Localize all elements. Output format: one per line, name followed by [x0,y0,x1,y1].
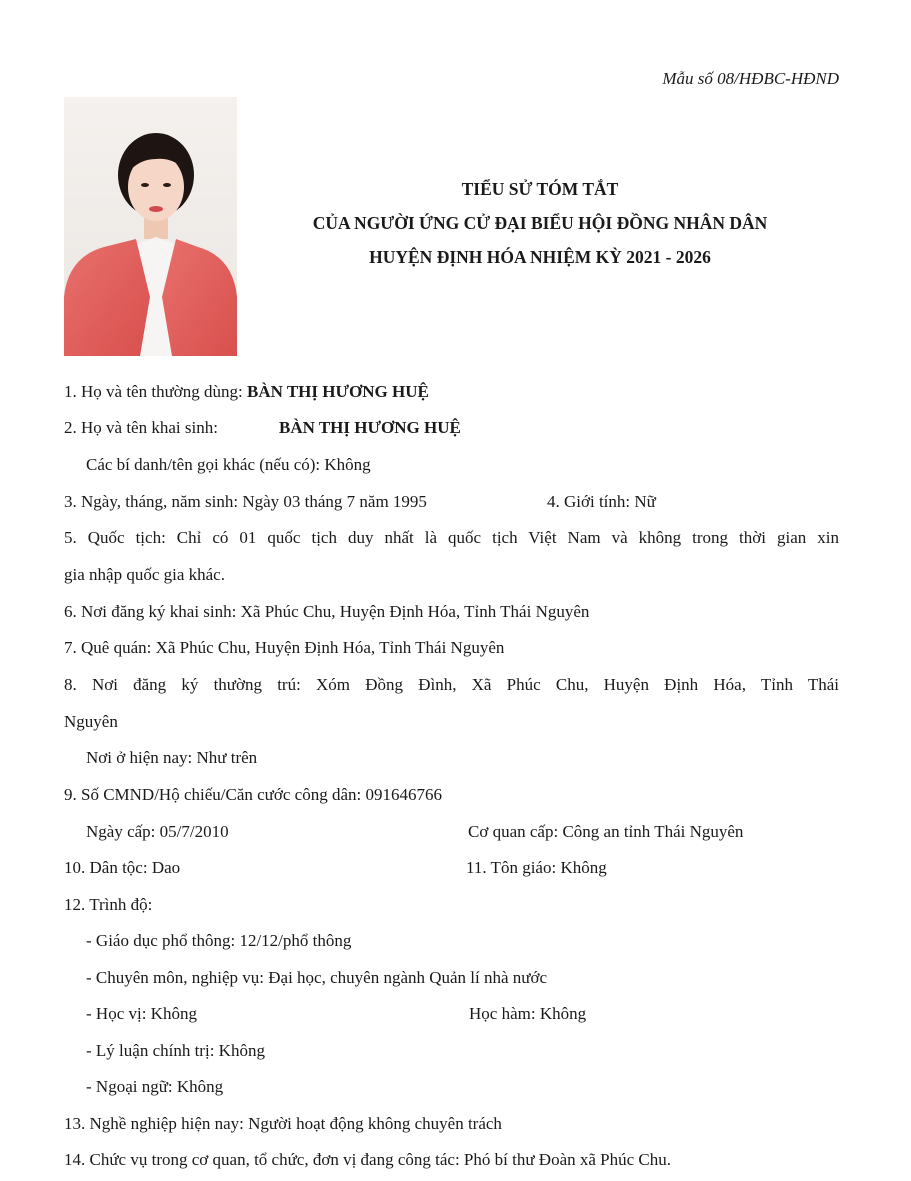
field-education-heading: 12. Trình độ: [64,895,153,914]
field-religion: 11. Tôn giáo: Không [466,858,607,877]
field-issue-date: Ngày cấp: 05/7/2010 [86,822,229,841]
form-code: Mẫu số 08/HĐBC-HĐND [662,69,839,88]
field-foreign-language: - Ngoại ngữ: Không [86,1077,224,1096]
field-political-theory: - Lý luận chính trị: Không [86,1041,265,1060]
field-occupation: 13. Nghề nghiệp hiện nay: Người hoạt động không chuyên trách [64,1114,502,1133]
field-degree: - Học vị: Không [86,1004,197,1023]
field-permanent-residence-line-2: Nguyên [64,712,118,731]
field-id-number: 9. Số CMND/Hộ chiếu/Căn cước công dân: 091646766 [64,785,442,804]
field-professional-education: - Chuyên môn, nghiệp vụ: Đại học, chuyên ngành Quản lí nhà nước [86,968,548,987]
field-birth-registration: 6. Nơi đăng ký khai sinh: Xã Phúc Chu, Huyện Định Hóa, Tỉnh Thái Nguyên [64,602,590,621]
field-general-education: - Giáo dục phổ thông: 12/12/phổ thông [86,931,352,950]
field-ethnicity: 10. Dân tộc: Dao [64,858,181,877]
title-line-3: HUYỆN ĐỊNH HÓA NHIỆM KỲ 2021 - 2026 [369,247,711,267]
title-line-2: CỦA NGƯỜI ỨNG CỬ ĐẠI BIỂU HỘI ĐỒNG NHÂN DÂN [312,213,768,233]
field-value: BÀN THỊ HƯƠNG HUỆ [247,382,429,401]
document-title [240,172,840,274]
field-birth-name [64,418,218,438]
field-hometown: 7. Quê quán: Xã Phúc Chu, Huyện Định Hóa, Tỉnh Thái Nguyên [64,638,505,657]
field-academic-title: Học hàm: Không [469,1004,587,1023]
portrait-photo [64,97,237,356]
field-label: 2. Họ và tên khai sinh: [64,418,218,437]
field-nationality-line-1: 5. Quốc tịch: Chỉ có 01 quốc tịch duy nhất là quốc tịch Việt Nam và không trong thời gian xin [64,528,839,547]
field-issuer: Cơ quan cấp: Công an tỉnh Thái Nguyên [468,822,744,841]
field-position: 14. Chức vụ trong cơ quan, tổ chức, đơn vị đang công tác: Phó bí thư Đoàn xã Phúc Chu. [64,1150,672,1169]
field-aliases: Các bí danh/tên gọi khác (nếu có): Không [86,455,371,474]
field-gender: 4. Giới tính: Nữ [547,492,656,511]
field-nationality-line-2: gia nhập quốc gia khác. [64,565,225,584]
title-line-1: TIỂU SỬ TÓM TẮT [461,179,619,199]
field-common-name [64,382,429,402]
field-label: 1. Họ và tên thường dùng: [64,382,247,401]
field-date-of-birth: 3. Ngày, tháng, năm sinh: Ngày 03 tháng 7 năm 1995 [64,492,427,511]
field-birth-name-value: BÀN THỊ HƯƠNG HUỆ [279,418,461,437]
field-current-address: Nơi ở hiện nay: Như trên [86,748,258,767]
field-permanent-residence-line-1: 8. Nơi đăng ký thường trú: Xóm Đồng Đình, Xã Phúc Chu, Huyện Định Hóa, Tỉnh Thái [64,675,839,694]
